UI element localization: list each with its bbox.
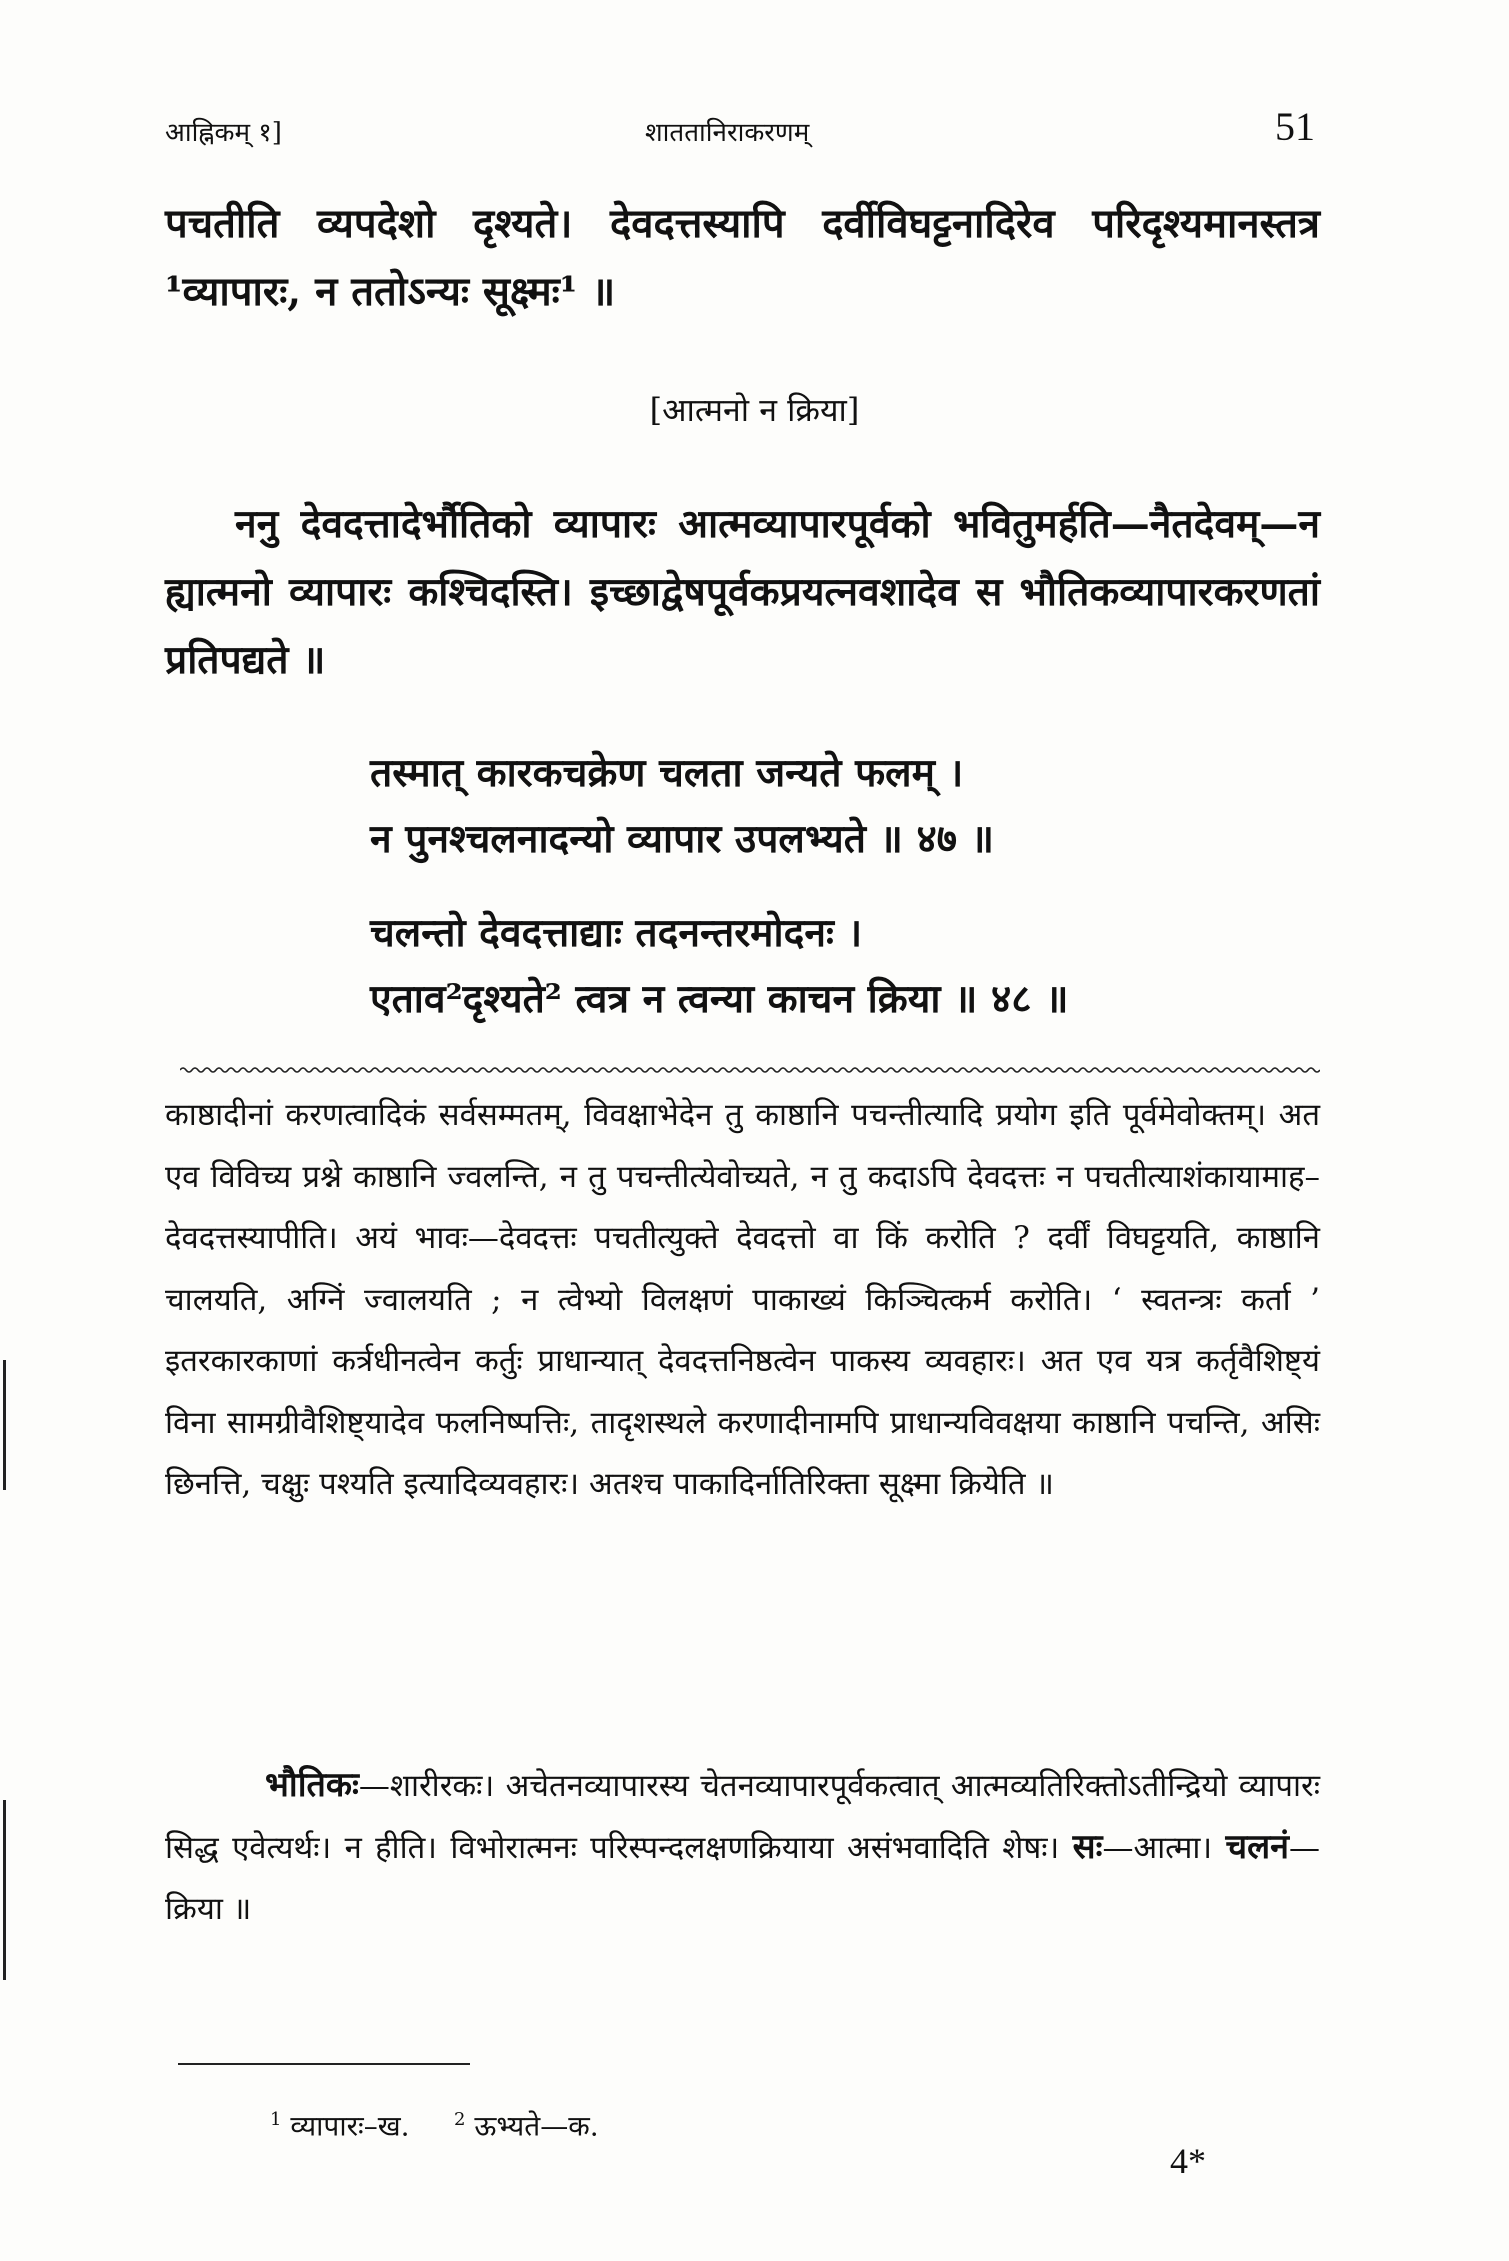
verse-48 (370, 900, 1330, 1032)
main-paragraph: ननु देवदत्तादेर्भौतिको व्यापारः आत्मव्यापारपूर्वको भवितुमर्हति—नैतदेवम्—न ह्यात्मनो व्यापारः कश्चिदस्ति। इच्छाद्वेषपूर्वकप्रयत्नवशादेव स भौतिकव्यापारकरणतां प्रतिपद्यते ॥ (165, 501, 1320, 683)
verse-line: न पुनश्चलनादन्यो व्यापार उपलभ्यते ॥ ४७ ॥ (370, 816, 994, 862)
footnote-rule (178, 2063, 470, 2065)
commentary-para2 (165, 1755, 1320, 1940)
verse-line: चलन्तो देवदत्ताद्याः तदनन्तरमोदनः । (370, 910, 863, 956)
main-text-para2 (165, 490, 1320, 694)
page-number: 51 (1275, 104, 1315, 149)
section-title: [आत्मनो न क्रिया] (649, 391, 860, 429)
header-chapter: आह्निकम् १] (165, 118, 282, 148)
margin-mark (3, 1800, 6, 1980)
footnotes (270, 2100, 599, 2146)
verse-47 (370, 740, 1330, 872)
wavy-divider (180, 1065, 1320, 1075)
commentary-text: काष्ठादीनां करणत्वादिकं सर्वसम्मतम्, विवक्षाभेदेन तु काष्ठानि पचन्तीत्यादि प्रयोग इति पूर्वमेवोक्तम्। अत एव विविच्य प्रश्ने काष्ठानि ज्वलन्ति, न तु पचन्तीत्येवोच्यते, न तु कदाऽपि देवदत्तः न पचतीत्याशंकायामाह–देवदत्तस्यापीति। अयं भावः—देवदत्तः पचतीत्युक्ते देवदत्तो वा किं करोति ? दर्वीं विघट्टयति, काष्ठानि चालयति, अग्निं ज्वालयति ; न त्वेभ्यो विलक्षणं पाकाख्यं किञ्चित्कर्म करोति। ‘ स्वतन्त्रः कर्ता ’ इतरकारकाणां कर्त्रधीनत्वेन कर्तुः प्राधान्यात् देवदत्तनिष्ठत्वेन पाकस्य व्यवहारः। अत एव यत्र कर्तृवैशिष्ट्यं विना सामग्रीवैशिष्ट्यादेव फलनिष्पत्तिः, तादृशस्थले करणादीनामपि प्राधान्यविवक्षया काष्ठानि पचन्ति, असिः छिनत्ति, चक्षुः पश्यति इत्यादिव्यवहारः। अतश्च पाकादिर्नातिरिक्ता सूक्ष्मा क्रियेति ॥ (165, 1097, 1320, 1502)
verse-line: तस्मात् कारकचक्रेण चलता जन्यते फलम् । (370, 750, 964, 796)
signature-mark: 4* (1170, 2141, 1206, 2181)
commentary-term: चलनं (1225, 1827, 1290, 1867)
header-title: शाततानिराकरणम् (645, 118, 810, 148)
footnote-text: ऊभ्यते—क. (474, 2109, 599, 2143)
footnote-marker: 1 (270, 2109, 282, 2130)
commentary-text: —शारीरकः। अचेतनव्यापारस्य चेतनव्यापारपूर्वकत्वात् आत्मव्यतिरिक्तोऽतीन्द्रियो व्यापारः सिद्ध एवेत्यर्थः। न हीति। विभोरात्मनः परिस्पन्दलक्षणक्रियाया असंभवादिति शेषः। (165, 1768, 1320, 1866)
footnote-text: व्यापारः–ख. (290, 2109, 410, 2143)
commentary-text: —आत्मा। (1102, 1830, 1213, 1866)
commentary-term: सः (1072, 1827, 1103, 1867)
commentary-term: भौतिकः (265, 1765, 359, 1805)
footnote-marker: 2 (454, 2109, 466, 2130)
margin-mark (3, 1360, 6, 1490)
main-paragraph: पचतीति व्यपदेशो दृश्यते। देवदत्तस्यापि दर्वीविघट्टनादिरेव परिदृश्यमानस्तत्र ¹व्यापारः, न ततोऽन्यः सूक्ष्मः¹ ॥ (165, 200, 1320, 315)
commentary-text: —क्रिया ॥ (165, 1830, 1321, 1927)
main-text-para1 (165, 190, 1320, 326)
verse-line: एताव²दृश्यते² त्वत्र न त्वन्या काचन क्रिया ॥ ४८ ॥ (370, 976, 1069, 1022)
commentary-para1 (165, 1085, 1320, 1516)
running-header (165, 105, 1315, 155)
